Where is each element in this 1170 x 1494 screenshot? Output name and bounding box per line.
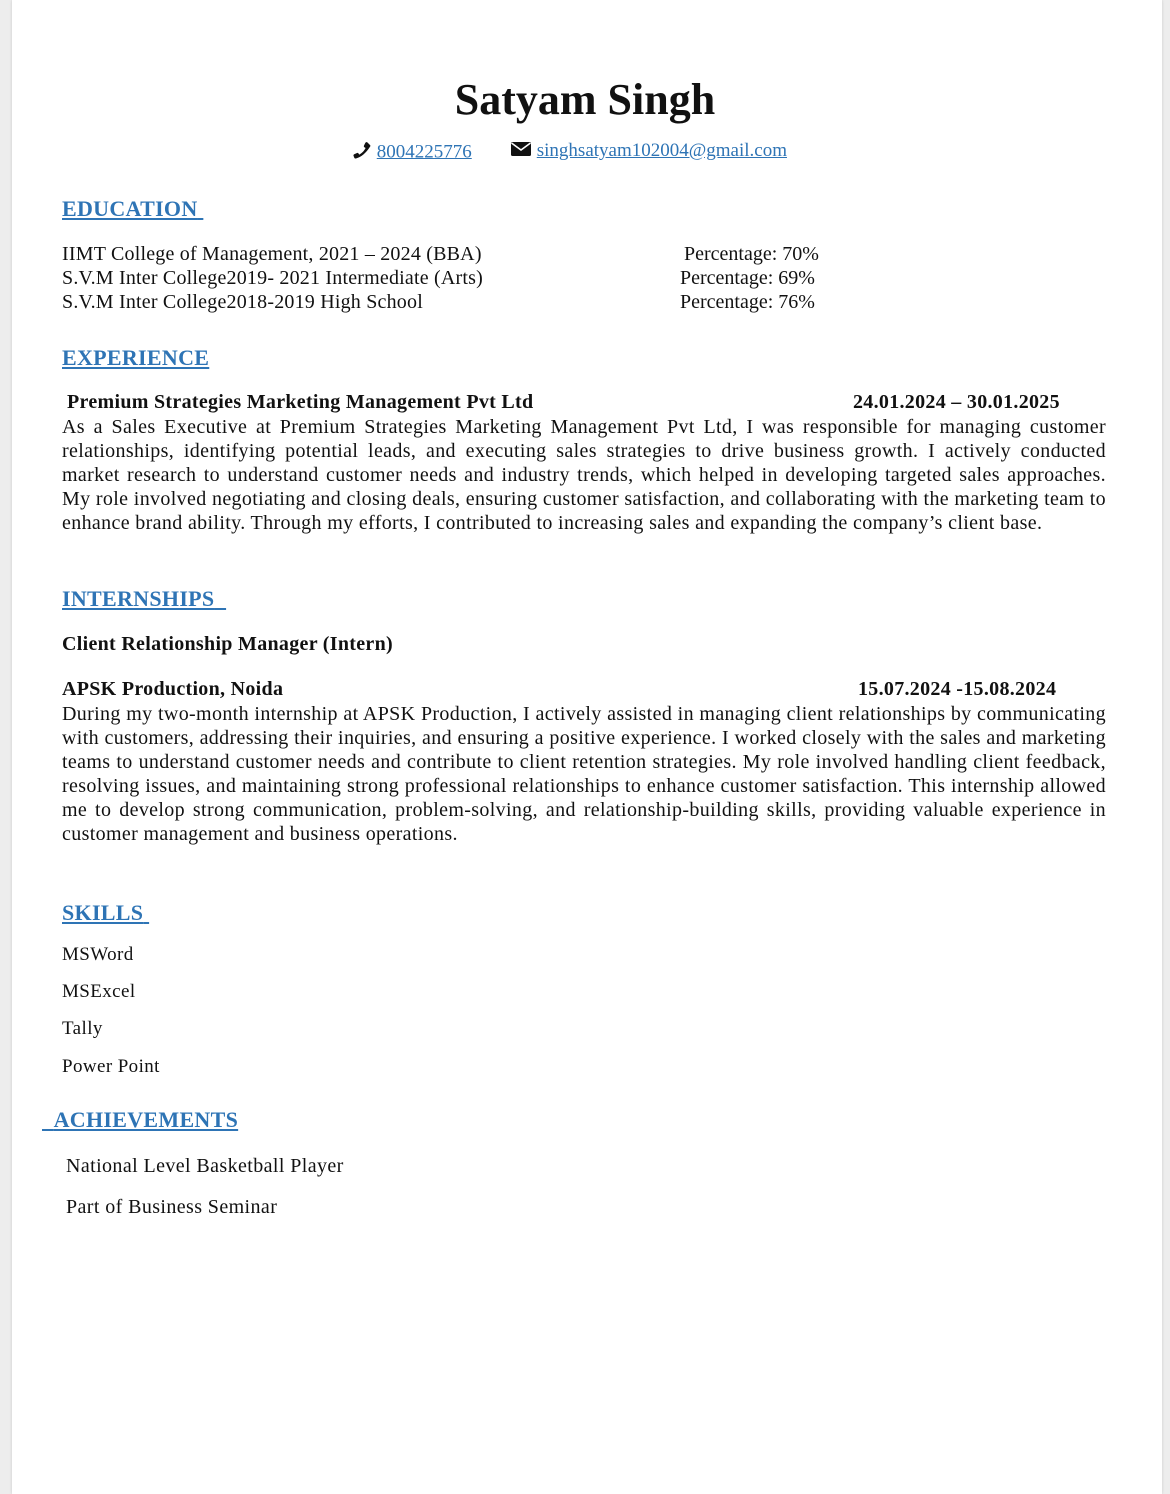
candidate-name: Satyam Singh xyxy=(454,75,716,124)
experience-heading: EXPERIENCE xyxy=(62,345,210,370)
education-heading: EDUCATION xyxy=(62,196,198,221)
skill-item: Power Point xyxy=(62,1056,160,1077)
internship-description: During my two-month internship at APSK Production, I actively assisted in managing client relationships by communicating with customers, addressing their inquiries, and ensuring a positive experience. I worked closely with the sales and marketing teams to understand customer needs and contribute to client retention strategies. My role involved handling client feedback, resolving issues, and maintaining strong professional relationships to enhance customer satisfaction. This internship allowed me to develop strong communication, problem-solving, and relationship-building skills, providing valuable experience in customer management and business operations. xyxy=(62,703,1106,845)
phone-contact[interactable] xyxy=(352,140,472,166)
email-link[interactable]: singhsatyam102004@gmail.com xyxy=(536,140,787,161)
education-institution-2: S.V.M Inter College2019- 2021 Intermediate (Arts) xyxy=(62,267,484,289)
achievement-item: National Level Basketball Player xyxy=(66,1155,344,1177)
internship-company: APSK Production, Noida xyxy=(62,678,284,700)
skill-item: MSExcel xyxy=(62,981,136,1002)
education-percentage-2: Percentage: 69% xyxy=(680,267,815,289)
education-percentage-3: Percentage: 76% xyxy=(680,291,815,313)
education-percentage-1: Percentage: 70% xyxy=(684,243,819,265)
internships-heading: INTERNSHIPS xyxy=(62,586,215,611)
phone-icon xyxy=(352,140,372,166)
skill-item: Tally xyxy=(62,1018,103,1039)
education-institution-3: S.V.M Inter College2018-2019 High School xyxy=(62,291,423,313)
experience-description: As a Sales Executive at Premium Strategies Marketing Management Pvt Ltd, I was responsible for managing customer relationships, identifying potential leads, and executing sales strategies to drive business growth. I actively conducted market research to understand customer needs and industry trends, which helped in developing targeted sales approaches. My role involved negotiating and closing deals, ensuring customer satisfaction, and collaborating with the marketing team to enhance brand ability. Through my efforts, I contributed to increasing sales and expanding the company’s client base. xyxy=(62,416,1106,534)
achievement-item: Part of Business Seminar xyxy=(66,1196,278,1218)
skills-heading: SKILLS xyxy=(62,900,144,925)
internship-dates: 15.07.2024 -15.08.2024 xyxy=(858,678,1057,700)
experience-company: Premium Strategies Marketing Management Pvt Ltd xyxy=(67,391,534,413)
envelope-icon xyxy=(510,141,532,163)
phone-link[interactable]: 8004225776 xyxy=(376,141,472,163)
internship-role: Client Relationship Manager (Intern) xyxy=(62,633,393,655)
skill-item: MSWord xyxy=(62,944,134,965)
education-institution-1: IIMT College of Management, 2021 – 2024 (BBA) xyxy=(62,243,482,265)
achievements-heading: ACHIEVEMENTS xyxy=(53,1107,239,1132)
email-contact[interactable] xyxy=(510,140,787,163)
experience-dates: 24.01.2024 – 30.01.2025 xyxy=(853,391,1060,413)
